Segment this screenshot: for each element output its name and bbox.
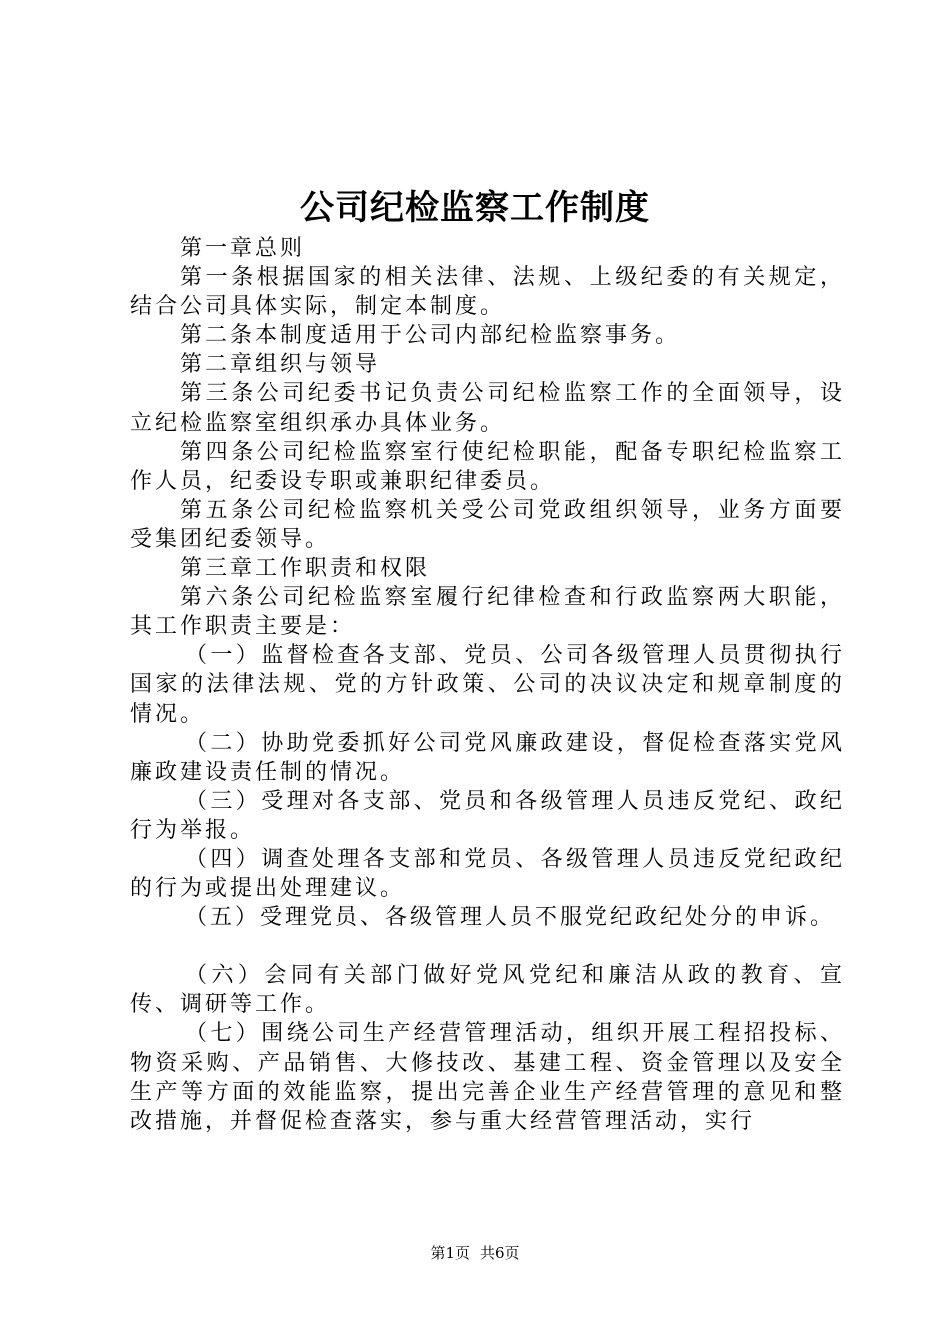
document-title: 公司纪检监察工作制度	[300, 188, 650, 228]
chapter-heading: 第三章工作职责和权限	[180, 556, 431, 582]
article-paragraph: 第二条本制度适用于公司内部纪检监察事务。	[180, 323, 681, 349]
duty-item: （七）围绕公司生产经营管理活动，组织开展工程招投标、物资采购、产品销售、大修技改、基建工程、资金管理以及安全生产等方面的效能监察，提出完善企业生产经营管理的意见和整改措施，并督促检查落实，参与重大经营管理活动，实行	[130, 1021, 845, 1134]
duty-item: （四）调查处理各支部和党员、各级管理人员违反党纪政纪的行为或提出处理建议。	[130, 846, 845, 902]
article-paragraph: 第一条根据国家的相关法律、法规、上级纪委的有关规定，结合公司具体实际，制定本制度。	[130, 265, 845, 320]
article-paragraph: 第三条公司纪委书记负责公司纪检监察工作的全面领导，设立纪检监察室组织承办具体业务。	[130, 381, 845, 436]
chapter-heading: 第一章总则	[180, 236, 306, 261]
page-total: 共6页	[480, 1244, 520, 1262]
duty-item: （三）受理对各支部、党员和各级管理人员违反党纪、政纪行为举报。	[130, 788, 845, 843]
duty-item: （二）协助党委抓好公司党风廉政建设，督促检查落实党风廉政建设责任制的情况。	[130, 730, 845, 785]
duty-item: （五）受理党员、各级管理人员不服党纪政纪处分的申诉。	[185, 905, 836, 931]
duty-item: （六）会同有关部门做好党风党纪和廉洁从政的教育、宣传、调研等工作。	[130, 963, 845, 1018]
article-paragraph: 第五条公司纪检监察机关受公司党政组织领导，业务方面要受集团纪委领导。	[130, 497, 845, 552]
page-number: 第1页	[430, 1244, 470, 1262]
article-paragraph: 第六条公司纪检监察室履行纪律检查和行政监察两大职能，其工作职责主要是：	[130, 585, 845, 640]
duty-item: （一）监督检查各支部、党员、公司各级管理人员贯彻执行国家的法律法规、党的方针政策、公司的决议决定和规章制度的情况。	[130, 643, 845, 727]
chapter-heading: 第二章组织与领导	[180, 352, 381, 378]
page-footer	[0, 1242, 950, 1264]
document-body	[130, 234, 845, 1136]
article-paragraph: 第四条公司纪检监察室行使纪检职能，配备专职纪检监察工作人员，纪委设专职或兼职纪律委员。	[130, 439, 845, 494]
